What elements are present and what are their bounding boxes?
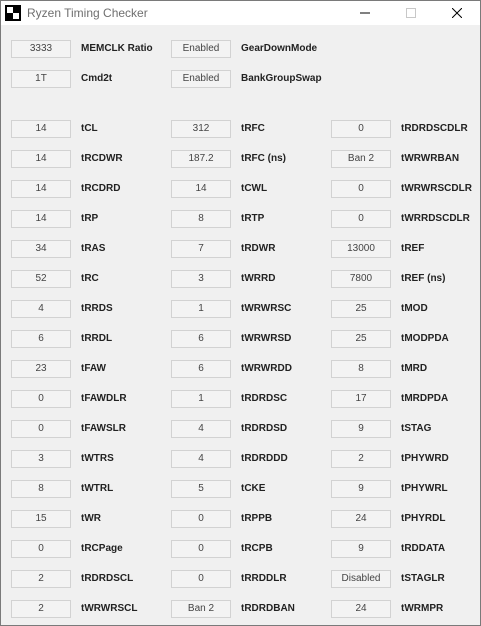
twrwrban-label: tWRWRBAN <box>401 153 460 164</box>
tras-field: 34 <box>11 240 71 258</box>
trdrdsd-field: 4 <box>171 420 231 438</box>
trc-field: 52 <box>11 270 71 288</box>
tphywrd-field: 2 <box>331 450 391 468</box>
tphywrd-label: tPHYWRD <box>401 453 449 464</box>
trdrddd-field: 4 <box>171 450 231 468</box>
geardownmode-field: Enabled <box>171 40 231 58</box>
trdrdscl-label: tRDRDSCL <box>81 573 134 584</box>
trdrdsc-field: 1 <box>171 390 231 408</box>
tmodpda-label: tMODPDA <box>401 333 449 344</box>
tfaw-label: tFAW <box>81 363 106 374</box>
bankgroupswap-field: Enabled <box>171 70 231 88</box>
twtrl-label: tWTRL <box>81 483 114 494</box>
twrrd-field: 3 <box>171 270 231 288</box>
close-icon <box>452 8 462 18</box>
cmd2t-label: Cmd2t <box>81 73 113 84</box>
minimize-button[interactable] <box>342 1 388 25</box>
twrwrsd-field: 6 <box>171 330 231 348</box>
twrwrsd-label: tWRWRSD <box>241 333 292 344</box>
trfc-field: 312 <box>171 120 231 138</box>
tras-label: tRAS <box>81 243 106 254</box>
trtp-field: 8 <box>171 210 231 228</box>
tfawslr-label: tFAWSLR <box>81 423 126 434</box>
tfawslr-field: 0 <box>11 420 71 438</box>
trcdrd-field: 14 <box>11 180 71 198</box>
geardownmode-label: GearDownMode <box>241 43 318 54</box>
twrwrsc-label: tWRWRSC <box>241 303 292 314</box>
trrds-label: tRRDS <box>81 303 113 314</box>
tref-field: 13000 <box>331 240 391 258</box>
twrrdscdlr-label: tWRRDSCDLR <box>401 213 470 224</box>
tref-ns-label: tREF (ns) <box>401 273 446 284</box>
tphyrdl-field: 24 <box>331 510 391 528</box>
tcke-field: 5 <box>171 480 231 498</box>
tcwl-field: 14 <box>171 180 231 198</box>
trrdl-label: tRRDL <box>81 333 113 344</box>
trdwr-field: 7 <box>171 240 231 258</box>
tmrdpda-field: 17 <box>331 390 391 408</box>
trddata-label: tRDDATA <box>401 543 446 554</box>
cmd2t-field: 1T <box>11 70 71 88</box>
trdrdsc-label: tRDRDSC <box>241 393 288 404</box>
app-logo-icon <box>5 5 21 21</box>
twrrd-label: tWRRD <box>241 273 276 284</box>
tphyrdl-label: tPHYRDL <box>401 513 446 524</box>
tfawdlr-field: 0 <box>11 390 71 408</box>
twrrdscdlr-field: 0 <box>331 210 391 228</box>
tcl-label: tCL <box>81 123 98 134</box>
trfc-ns-label: tRFC (ns) <box>241 153 286 164</box>
twr-field: 15 <box>11 510 71 528</box>
tmod-label: tMOD <box>401 303 428 314</box>
trfc-label: tRFC <box>241 123 265 134</box>
maximize-button[interactable] <box>388 1 434 25</box>
tstaglr-label: tSTAGLR <box>401 573 445 584</box>
twrmpr-label: tWRMPR <box>401 603 444 614</box>
trddata-field: 9 <box>331 540 391 558</box>
tmod-field: 25 <box>331 300 391 318</box>
tmrd-label: tMRD <box>401 363 428 374</box>
trrdl-field: 6 <box>11 330 71 348</box>
tref-ns-field: 7800 <box>331 270 391 288</box>
twtrs-field: 3 <box>11 450 71 468</box>
tmodpda-field: 25 <box>331 330 391 348</box>
trrds-field: 4 <box>11 300 71 318</box>
trppb-label: tRPPB <box>241 513 273 524</box>
tmrdpda-label: tMRDPDA <box>401 393 449 404</box>
tref-label: tREF <box>401 243 425 254</box>
twrwrscdlr-field: 0 <box>331 180 391 198</box>
trc-label: tRC <box>81 273 99 284</box>
trrddlr-field: 0 <box>171 570 231 588</box>
tfaw-field: 23 <box>11 360 71 378</box>
twtrl-field: 8 <box>11 480 71 498</box>
trrddlr-label: tRRDDLR <box>241 573 287 584</box>
twrwrban-field: Ban 2 <box>331 150 391 168</box>
tstaglr-field: Disabled <box>331 570 391 588</box>
twrwrscdlr-label: tWRWRSCDLR <box>401 183 472 194</box>
tmrd-field: 8 <box>331 360 391 378</box>
title-bar[interactable] <box>1 1 480 26</box>
tstag-field: 9 <box>331 420 391 438</box>
tphywrl-field: 9 <box>331 480 391 498</box>
trdrdscdlr-label: tRDRDSCDLR <box>401 123 468 134</box>
trp-field: 14 <box>11 210 71 228</box>
tfawdlr-label: tFAWDLR <box>81 393 127 404</box>
twtrs-label: tWTRS <box>81 453 114 464</box>
trdrdban-field: Ban 2 <box>171 600 231 618</box>
trp-label: tRP <box>81 213 99 224</box>
trdrdban-label: tRDRDBAN <box>241 603 295 614</box>
trcdwr-label: tRCDWR <box>81 153 123 164</box>
trfc-ns-field: 187.2 <box>171 150 231 168</box>
trtp-label: tRTP <box>241 213 265 224</box>
tcke-label: tCKE <box>241 483 266 494</box>
bankgroupswap-label: BankGroupSwap <box>241 73 322 84</box>
tstag-label: tSTAG <box>401 423 432 434</box>
trcdwr-field: 14 <box>11 150 71 168</box>
close-button[interactable] <box>434 1 480 25</box>
twrwrscl-field: 2 <box>11 600 71 618</box>
trdrdsd-label: tRDRDSD <box>241 423 288 434</box>
trdrdscl-field: 2 <box>11 570 71 588</box>
maximize-icon <box>406 8 416 18</box>
twrmpr-field: 24 <box>331 600 391 618</box>
window-title: Ryzen Timing Checker <box>27 6 148 20</box>
trppb-field: 0 <box>171 510 231 528</box>
trcpb-field: 0 <box>171 540 231 558</box>
trdrddd-label: tRDRDDD <box>241 453 288 464</box>
tcl-field: 14 <box>11 120 71 138</box>
trcpage-label: tRCPage <box>81 543 123 554</box>
twrwrdd-label: tWRWRDD <box>241 363 292 374</box>
trcdrd-label: tRCDRD <box>81 183 121 194</box>
tphywrl-label: tPHYWRL <box>401 483 448 494</box>
trdwr-label: tRDWR <box>241 243 276 254</box>
memclk-ratio-label: MEMCLK Ratio <box>81 43 153 54</box>
twrwrsc-field: 1 <box>171 300 231 318</box>
memclk-ratio-field: 3333 <box>11 40 71 58</box>
tcwl-label: tCWL <box>241 183 268 194</box>
minimize-icon <box>360 8 370 18</box>
trdrdscdlr-field: 0 <box>331 120 391 138</box>
twr-label: tWR <box>81 513 101 524</box>
trcpage-field: 0 <box>11 540 71 558</box>
twrwrdd-field: 6 <box>171 360 231 378</box>
twrwrscl-label: tWRWRSCL <box>81 603 138 614</box>
trcpb-label: tRCPB <box>241 543 273 554</box>
